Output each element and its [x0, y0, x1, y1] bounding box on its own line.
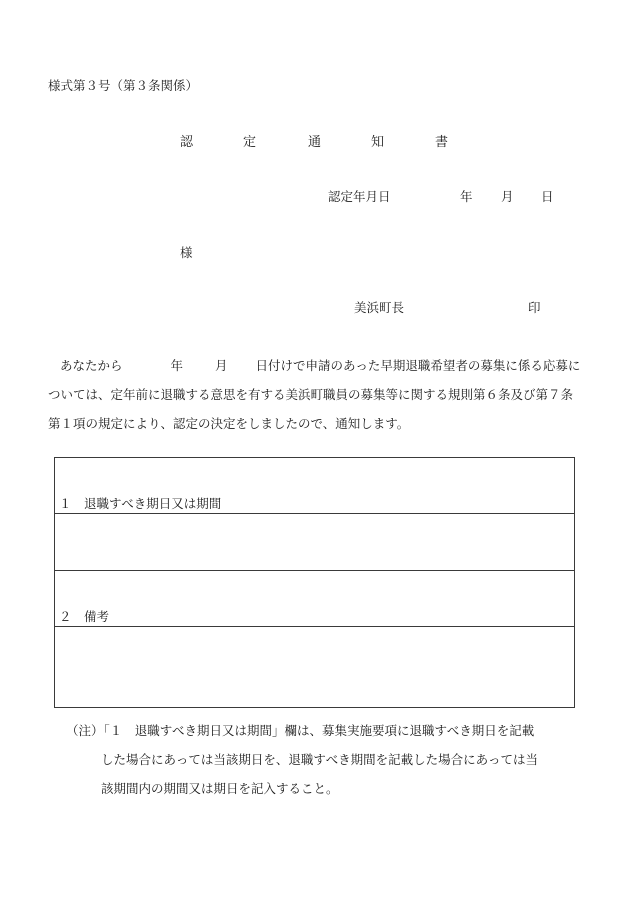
note-line-1: （注）「１ 退職すべき期日又は期間」欄は、募集実施要項に退職すべき期日を記載 [66, 723, 535, 738]
note-block [66, 716, 586, 803]
mayor-name: 美浜町長 [354, 300, 405, 315]
title-char-4: 知 [371, 135, 385, 150]
title-char-1: 認 [180, 135, 194, 150]
row-label-retirement-date: １ 退職すべき期日又は期間 [59, 496, 222, 511]
table-divider [55, 626, 574, 627]
date-year-unit: 年 [460, 189, 473, 204]
info-table [54, 457, 575, 708]
table-divider [55, 570, 574, 571]
row-label-remarks: ２ 備考 [59, 609, 110, 624]
seal-mark: 印 [528, 300, 541, 315]
body-year-unit: 年 [170, 358, 184, 373]
body-part-2: 日付けで申請のあった早期退職希望者の募集に係る応募については、定年前に退職する意思を有する美浜町職員の募集等に関する規則第６条及び第７条第１項の規定により、認定の決定をしましたので、通知します。 [48, 358, 581, 431]
form-number: 様式第３号（第３条関係） [48, 78, 199, 93]
title-char-2: 定 [243, 135, 257, 150]
table-divider [55, 513, 574, 514]
date-label: 認定年月日 [328, 189, 391, 204]
body-text [48, 351, 582, 438]
note-line-2: した場合にあっては当該期日を、退職すべき期間を記載した場合にあっては当 [101, 752, 539, 767]
date-day-unit: 日 [541, 189, 554, 204]
title-char-3: 通 [308, 135, 322, 150]
addressee-suffix: 様 [180, 245, 193, 260]
note-line-3: 該期間内の期間又は期日を記入すること。 [101, 781, 339, 796]
body-part-1: あなたから [60, 358, 123, 373]
date-month-unit: 月 [501, 189, 514, 204]
body-month-unit: 月 [215, 358, 228, 373]
title-char-5: 書 [435, 135, 449, 150]
